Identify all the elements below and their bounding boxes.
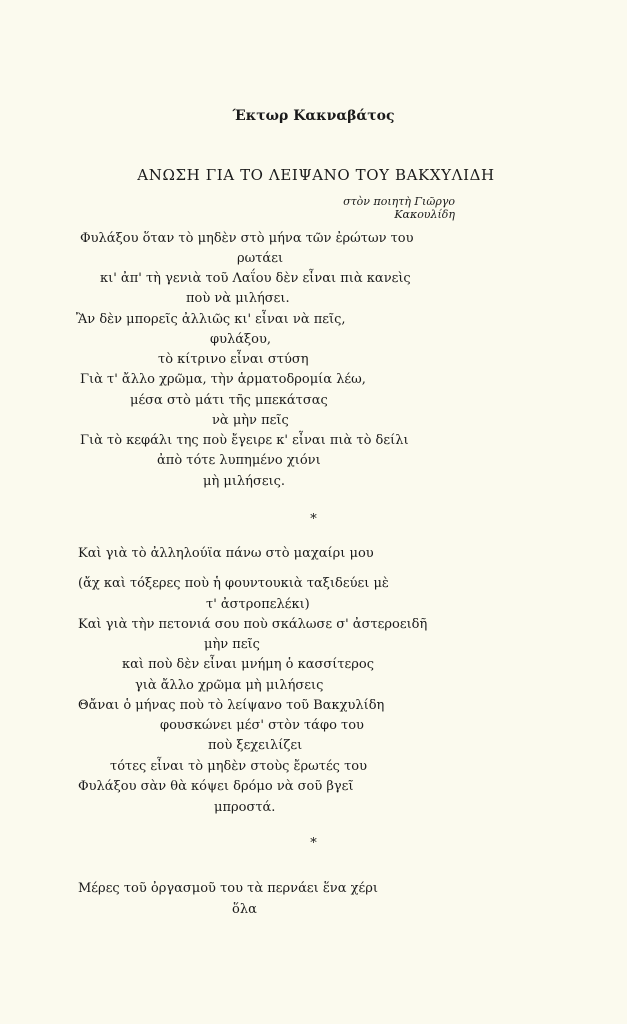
poem-line: Γιὰ τ' ἄλλο χρῶμα, τὴν ἁρματοδρομία λέω,: [80, 372, 366, 387]
poem-line: κι' ἀπ' τὴ γενιὰ τοῦ Λαΐου δὲν εἶναι πιὰ κανεὶς: [100, 271, 411, 286]
poem-line: γιὰ ἄλλο χρῶμα μὴ μιλήσεις: [135, 678, 324, 693]
poem-line: (ἄχ καὶ τόξερες ποὺ ἡ φουντουκιὰ ταξιδεύει μὲ: [78, 576, 389, 591]
poem-line: νὰ μὴν πεῖς: [212, 413, 289, 428]
dedication: στὸν ποιητὴ Γιῶργο Κακουλίδη: [343, 195, 455, 221]
poem-line: ἀπὸ τότε λυπημένο χιόνι: [157, 453, 321, 468]
poem-line: Φυλάξου σὰν θὰ κόψει δρόμο νὰ σοῦ βγεῖ: [78, 779, 354, 794]
poem-title: ΑΝΩΣΗ ΓΙΑ ΤΟ ΛΕΙΨΑΝΟ ΤΟΥ ΒΑΚΧΥΛΙΔΗ: [137, 166, 495, 184]
poem-line: Ἂν δὲν μπορεῖς ἀλλιῶς κι' εἶναι νὰ πεῖς,: [76, 312, 346, 327]
poem-line: μέσα στὸ μάτι τῆς μπεκάτσας: [130, 393, 328, 408]
poem-line: Γιὰ τὸ κεφάλι της ποὺ ἔγειρε κ' εἶναι πιὰ τὸ δείλι: [80, 433, 409, 448]
poem-line: Φυλάξου ὅταν τὸ μηδὲν στὸ μήνα τῶν ἐρώτων του: [80, 231, 414, 246]
poem-line: ρωτάει: [237, 251, 284, 266]
section-separator: *: [310, 512, 317, 527]
poem-line: φυλάξου,: [210, 332, 272, 347]
poem-line: τ' ἀστροπελέκι): [206, 597, 310, 612]
poem-line: καὶ ποὺ δὲν εἶναι μνήμη ὁ κασσίτερος: [122, 657, 375, 672]
author-name: Έκτωρ Κακναβάτος: [232, 108, 395, 124]
section-separator: *: [310, 836, 317, 851]
poem-line: ποὺ ξεχειλίζει: [208, 738, 303, 753]
poem-line: τὸ κίτρινο εἶναι στύση: [158, 352, 309, 367]
poem-line: μὴν πεῖς: [204, 637, 260, 652]
poem-line: τότες εἶναι τὸ μηδὲν στοὺς ἔρωτές του: [110, 759, 368, 774]
poem-line: φουσκώνει μέσ' στὸν τάφο του: [160, 718, 364, 733]
poem-line: μπροστά.: [214, 800, 276, 815]
poem-line: μὴ μιλήσεις.: [203, 474, 286, 489]
poem-line: Μέρες τοῦ ὀργασμοῦ του τὰ περνάει ἕνα χέρι: [78, 881, 378, 896]
poem-line: ποὺ νὰ μιλήσει.: [186, 291, 290, 306]
poem-line: Καὶ γιὰ τὴν πετονιά σου ποὺ σκάλωσε σ' ἀστεροειδῆ: [78, 617, 428, 632]
poem-line: Καὶ γιὰ τὸ ἀλληλούϊα πάνω στὸ μαχαίρι μου: [78, 546, 374, 561]
poem-line: ὅλα: [232, 902, 257, 917]
poem-line: Θἄναι ὁ μήνας ποὺ τὸ λείψανο τοῦ Βακχυλίδη: [78, 698, 385, 713]
